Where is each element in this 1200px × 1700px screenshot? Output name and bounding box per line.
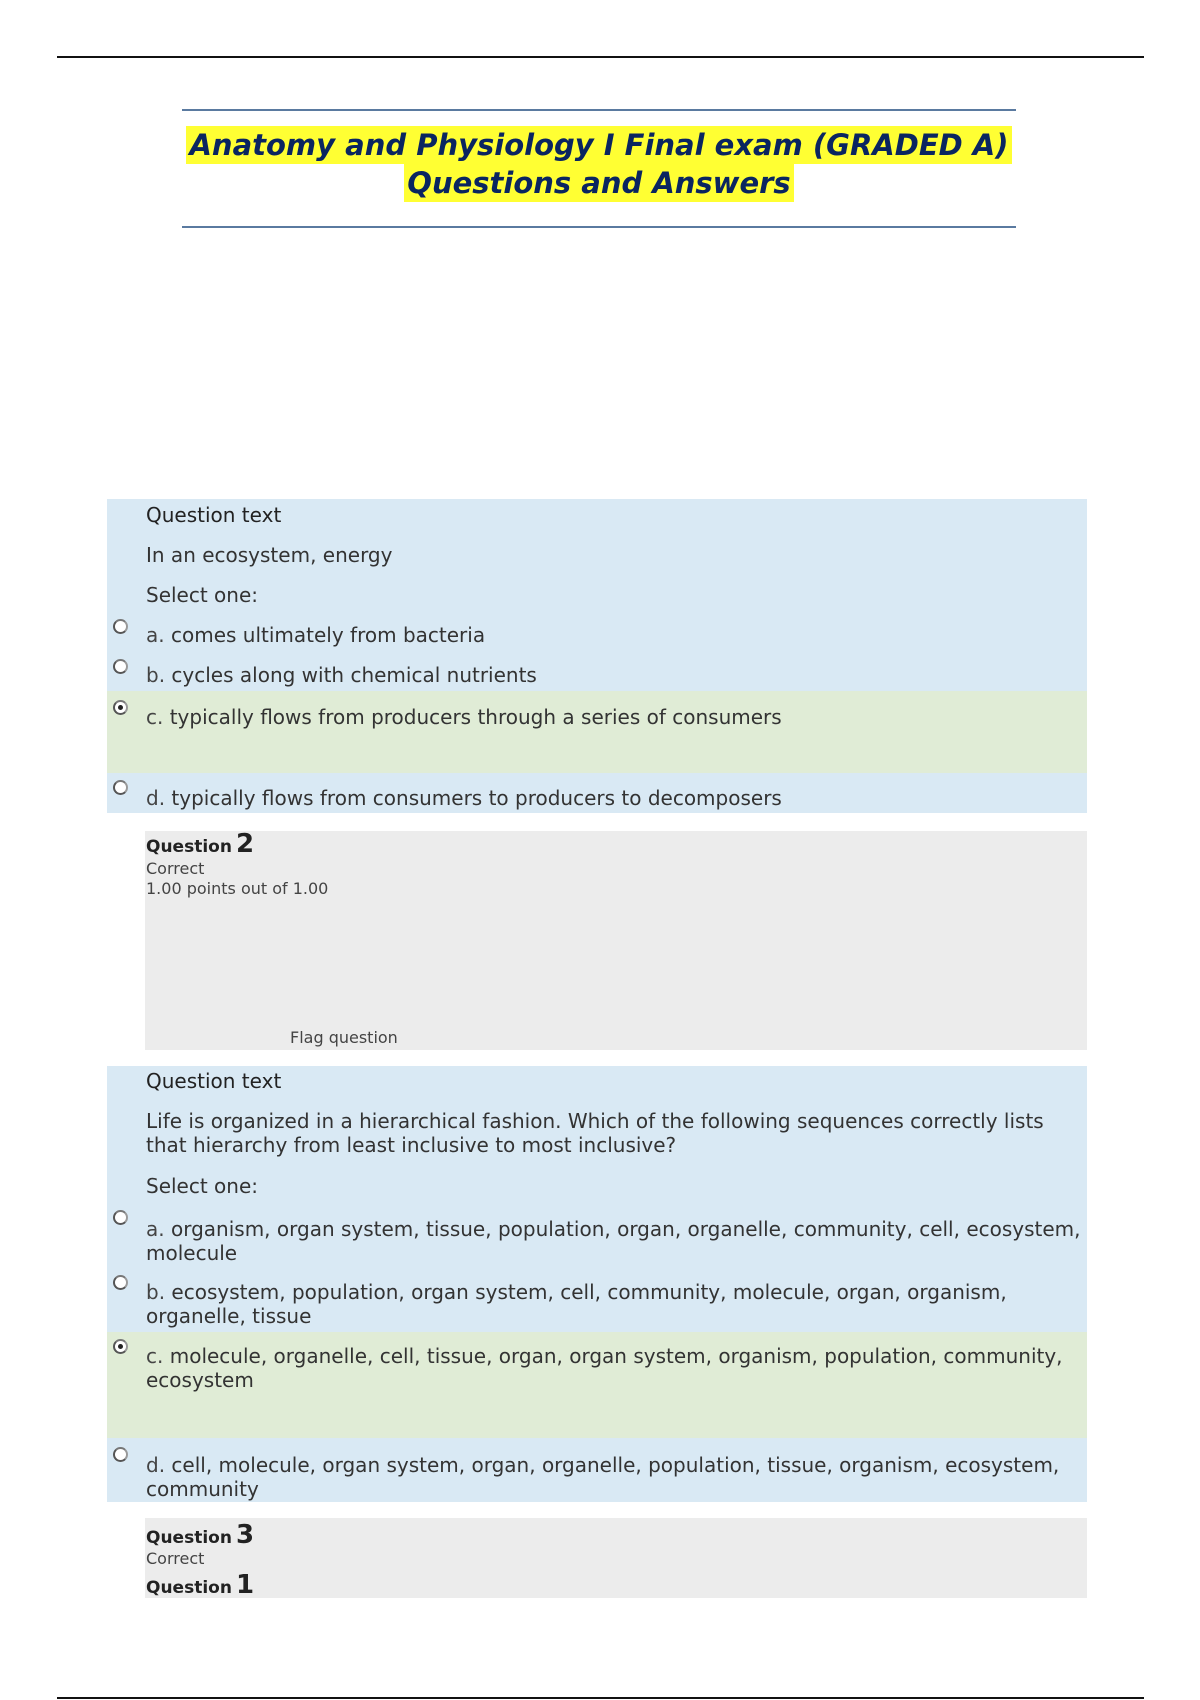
option-b-radio[interactable] bbox=[113, 1275, 128, 1290]
document-title bbox=[182, 126, 1016, 202]
title-line-1: Anatomy and Physiology I Final exam (GRADED A) bbox=[186, 126, 1011, 164]
option-b[interactable] bbox=[146, 1280, 1090, 1328]
question-text-heading: Question text bbox=[146, 503, 282, 527]
option-b-radio[interactable] bbox=[113, 659, 128, 674]
option-a-radio[interactable] bbox=[113, 1210, 128, 1225]
select-one-label: Select one: bbox=[146, 583, 259, 607]
flag-question-link[interactable]: Flag question bbox=[290, 1028, 398, 1047]
option-letter: a. bbox=[146, 1217, 165, 1241]
option-d-radio[interactable] bbox=[113, 1447, 128, 1462]
question-number: 2 bbox=[235, 829, 255, 859]
option-letter: b. bbox=[146, 663, 166, 687]
option-letter: a. bbox=[146, 623, 165, 647]
question-word: Question bbox=[146, 837, 232, 857]
option-c-radio[interactable] bbox=[113, 700, 128, 715]
option-d-radio[interactable] bbox=[113, 780, 128, 795]
question-2-label bbox=[146, 829, 254, 859]
option-a-radio[interactable] bbox=[113, 619, 128, 634]
option-c[interactable] bbox=[146, 1344, 1090, 1392]
option-letter: d. bbox=[146, 1453, 166, 1477]
question-number: 3 bbox=[235, 1520, 255, 1550]
question-1-label bbox=[146, 1570, 254, 1600]
question-3-info-panel bbox=[145, 1518, 1087, 1598]
option-text: organism, organ system, tissue, population, organ, organelle, community, cell, ecosystem, molecule bbox=[146, 1217, 1081, 1265]
question-word: Question bbox=[146, 1528, 232, 1548]
option-text: typically flows from producers through a series of consumers bbox=[169, 705, 782, 729]
option-letter: d. bbox=[146, 786, 166, 810]
option-c-radio[interactable] bbox=[113, 1339, 128, 1354]
page-bottom-rule bbox=[57, 1697, 1144, 1699]
select-one-label: Select one: bbox=[146, 1174, 259, 1198]
question-number: 1 bbox=[235, 1570, 255, 1600]
title-bottom-rule bbox=[182, 226, 1016, 228]
question-2-info-panel bbox=[145, 831, 1087, 1050]
option-text: cycles along with chemical nutrients bbox=[171, 663, 537, 687]
question-points: 1.00 points out of 1.00 bbox=[146, 879, 329, 898]
option-c[interactable] bbox=[146, 705, 1090, 729]
option-b[interactable] bbox=[146, 663, 1090, 687]
option-letter: b. bbox=[146, 1280, 166, 1304]
question-prompt: In an ecosystem, energy bbox=[146, 543, 393, 567]
question-status: Correct bbox=[146, 1549, 205, 1568]
option-text: comes ultimately from bacteria bbox=[170, 623, 486, 647]
option-letter: c. bbox=[146, 705, 164, 729]
question-prompt: Life is organized in a hierarchical fashion. Which of the following sequences correctly lists that hierarchy from least inclusive to most inclusive? bbox=[146, 1109, 1044, 1157]
question-3-label bbox=[146, 1520, 254, 1550]
question-word: Question bbox=[146, 1578, 232, 1598]
option-letter: c. bbox=[146, 1344, 164, 1368]
question-text-heading: Question text bbox=[146, 1069, 282, 1093]
title-line-2: Questions and Answers bbox=[404, 164, 793, 202]
question-status: Correct bbox=[146, 859, 205, 878]
option-text: molecule, organelle, cell, tissue, organ, organ system, organism, population, community, ecosystem bbox=[146, 1344, 1063, 1392]
option-text: ecosystem, population, organ system, cell, community, molecule, organ, organism, organelle, tissue bbox=[146, 1280, 1007, 1328]
option-d[interactable] bbox=[146, 786, 1090, 810]
option-text: typically flows from consumers to producers to decomposers bbox=[171, 786, 782, 810]
option-d[interactable] bbox=[146, 1453, 1090, 1501]
option-a[interactable] bbox=[146, 1217, 1090, 1265]
option-a[interactable] bbox=[146, 623, 1090, 647]
option-text: cell, molecule, organ system, organ, organelle, population, tissue, organism, ecosystem, community bbox=[146, 1453, 1060, 1501]
correct-answer-panel bbox=[107, 691, 1087, 773]
page-top-rule bbox=[57, 56, 1144, 58]
title-top-rule bbox=[182, 109, 1016, 111]
